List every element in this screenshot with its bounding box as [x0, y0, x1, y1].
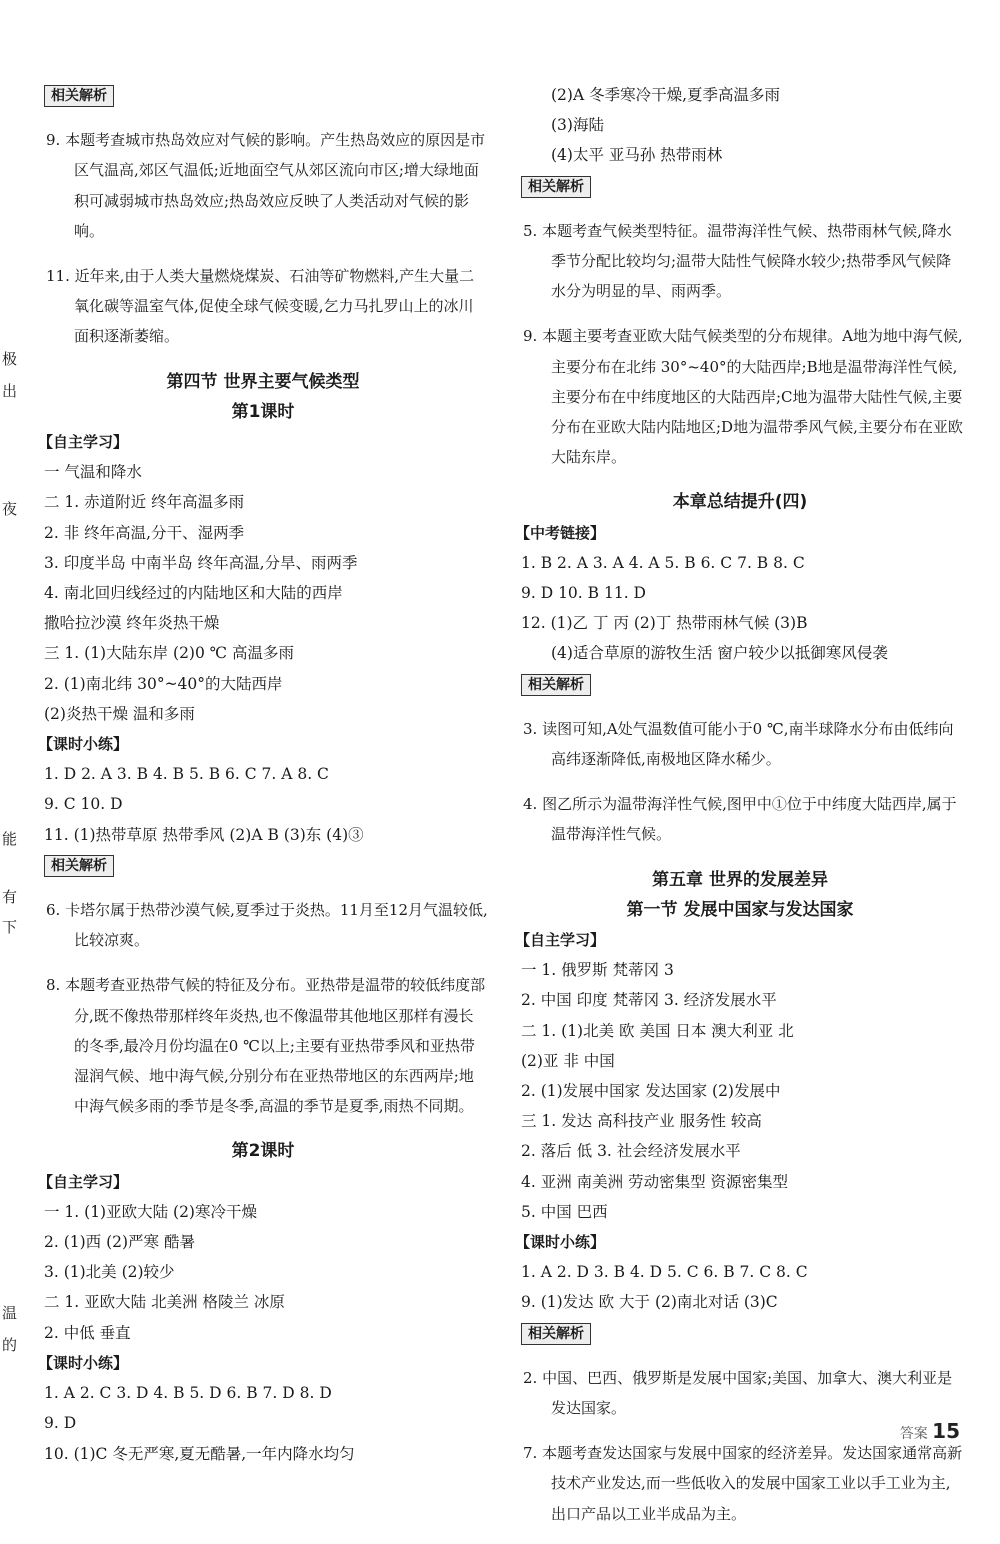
answer-line: 2. 中低 垂直 — [44, 1323, 131, 1342]
analysis-item: 3. 读图可知,A处气温数值可能小于0 ℃,南半球降水分布由低纬向高纬逐渐降低,南极地区降水稀少。 — [523, 719, 954, 769]
answer-line: (4)适合草原的游牧生活 窗户较少以抵御寒风侵袭 — [551, 644, 888, 663]
answer-line: 三 1. (1)大陆东岸 (2)0 ℃ 高温多雨 — [44, 644, 295, 663]
section-heading: 第一节 发展中国家与发达国家 — [626, 899, 854, 920]
answer-line: 1. A 2. C 3. D 4. B 5. D 6. B 7. D 8. D — [44, 1384, 332, 1403]
analysis-tag: 相关解析 — [521, 176, 591, 198]
analysis-item: 8. 本题考查亚热带气候的特征及分布。亚热带是温带的较低纬度部分,既不像热带那样终年炎热,也不像温带其他地区那样有漫长的冬季,最冷月份均温在0 ℃以上;主要有亚热带季风和亚热带湿润气候、地中海气候,分别分布在亚热带地区的东西两岸;地中海气候多雨的季节是冬季,高温的季节是夏季,雨热不同期。 — [46, 976, 486, 1116]
margin-char: 夜 — [2, 500, 18, 518]
subsection-label: 【课时小练】 — [38, 735, 129, 754]
binding-margin-fragments — [2, 0, 20, 1451]
answer-line: 1. A 2. D 3. B 4. D 5. C 6. B 7. C 8. C — [521, 1263, 808, 1282]
answer-line: (2)亚 非 中国 — [521, 1051, 615, 1070]
answer-line: 5. 中国 巴西 — [521, 1202, 608, 1221]
answer-line: 2. 非 终年高温,分干、湿两季 — [44, 523, 245, 542]
analysis-tag: 相关解析 — [44, 855, 114, 877]
answer-line: 2. 落后 低 3. 社会经济发展水平 — [521, 1142, 741, 1161]
analysis-item: 9. 本题考查城市热岛效应对气候的影响。产生热岛效应的原因是市区气温高,郊区气温低;近地面空气从郊区流向市区;增大绿地面积可减弱城市热岛效应;热岛效应反映了人类活动对气候的影响。 — [46, 131, 486, 240]
analysis-item: 7. 本题考查发达国家与发展中国家的经济差异。发达国家通常高新技术产业发达,而一些低收入的发展中国家工业以手工业为主,出口产品以工业半成品为主。 — [523, 1444, 963, 1523]
answer-line: 二 1. 赤道附近 终年高温多雨 — [44, 493, 245, 512]
analysis-item: 5. 本题考查气候类型特征。温带海洋性气候、热带雨林气候,降水季节分配比较均匀;温带大陆性气候降水较少;热带季风气候降水分为明显的旱、雨两季。 — [523, 221, 952, 301]
answer-line: 一 1. 俄罗斯 梵蒂冈 3 — [521, 961, 674, 980]
answer-line: (3)海陆 — [551, 116, 604, 135]
answer-line: 4. 亚洲 南美洲 劳动密集型 资源密集型 — [521, 1172, 788, 1191]
section-heading: 第四节 世界主要气候类型 — [166, 371, 360, 392]
answer-line: 3. (1)北美 (2)较少 — [44, 1263, 175, 1282]
answer-line: 9. D 10. B 11. D — [521, 584, 646, 603]
answer-line: 三 1. 发达 高科技产业 服务性 较高 — [521, 1112, 762, 1131]
answer-line: 3. 印度半岛 中南半岛 终年高温,分旱、雨两季 — [44, 553, 358, 572]
left-column — [38, 80, 488, 1469]
answer-line: 9. C 10. D — [44, 795, 123, 814]
answer-line: (4)太平 亚马孙 热带雨林 — [551, 146, 723, 165]
lesson-heading: 第2课时 — [231, 1141, 295, 1162]
answer-line: (2)A 冬季寒冷干燥,夏季高温多雨 — [551, 86, 781, 104]
analysis-item: 4. 图乙所示为温带海洋性气候,图甲中①位于中纬度大陆西岸,属于温带海洋性气候。 — [523, 795, 957, 844]
margin-char: 出 — [2, 382, 18, 400]
answer-line: 1. D 2. A 3. B 4. B 5. B 6. C 7. A 8. C — [44, 765, 329, 784]
right-column — [515, 80, 965, 1544]
answer-line: 二 1. (1)北美 欧 美国 日本 澳大利亚 北 — [521, 1021, 794, 1040]
answer-line: 4. 南北回归线经过的内陆地区和大陆的西岸 — [44, 584, 343, 603]
answer-line: 撒哈拉沙漠 终年炎热干燥 — [44, 614, 220, 633]
subsection-label: 【课时小练】 — [38, 1353, 129, 1372]
answer-line: 2. (1)西 (2)严寒 酷暑 — [44, 1233, 195, 1252]
subsection-label: 【自主学习】 — [38, 433, 129, 452]
answer-line: 二 1. 亚欧大陆 北美洲 格陵兰 冰原 — [44, 1293, 285, 1312]
page-number: 15 — [932, 1419, 960, 1443]
answer-line: 一 气温和降水 — [44, 463, 142, 482]
answer-line: 2. (1)南北纬 30°~40°的大陆西岸 — [44, 674, 283, 693]
chapter-heading: 第五章 世界的发展差异 — [652, 869, 828, 890]
analysis-tag: 相关解析 — [521, 674, 591, 696]
answer-line: 10. (1)C 冬无严寒,夏无酷暑,一年内降水均匀 — [44, 1444, 355, 1463]
answer-line: 12. (1)乙 丁 丙 (2)丁 热带雨林气候 (3)B — [521, 614, 808, 633]
margin-char: 温 — [2, 1304, 18, 1322]
margin-char: 的 — [2, 1336, 18, 1354]
answer-line: 9. D — [44, 1414, 77, 1433]
footer-label: 答案 — [899, 1426, 928, 1442]
answer-line: 11. (1)热带草原 热带季风 (2)A B (3)东 (4)③ — [44, 825, 364, 844]
margin-char: 极 — [2, 350, 18, 368]
page-footer — [900, 1419, 960, 1443]
analysis-tag: 相关解析 — [521, 1323, 591, 1345]
answer-line: 2. 中国 印度 梵蒂冈 3. 经济发展水平 — [521, 991, 777, 1010]
answer-line: 1. B 2. A 3. A 4. A 5. B 6. C 7. B 8. C — [521, 553, 805, 572]
lesson-heading: 第1课时 — [231, 401, 295, 422]
analysis-item: 9. 本题主要考查亚欧大陆气候类型的分布规律。A地为地中海气候,主要分布在北纬 30°~40°的大陆西岸;B地是温带海洋性气候,主要分布在中纬度地区的大陆西岸;C地为温带大陆性气候,主要分布在亚欧大陆内陆地区;D地为温带季风气候,主要分布在亚欧大陆东岸。 — [523, 327, 963, 467]
answer-line: (2)炎热干燥 温和多雨 — [44, 704, 195, 723]
answer-line: 9. (1)发达 欧 大于 (2)南北对话 (3)C — [521, 1293, 778, 1312]
analysis-tag: 相关解析 — [44, 85, 114, 107]
analysis-item: 2. 中国、巴西、俄罗斯是发展中国家;美国、加拿大、澳大利亚是发达国家。 — [523, 1368, 953, 1418]
analysis-item: 6. 卡塔尔属于热带沙漠气候,夏季过于炎热。11月至12月气温较低,比较凉爽。 — [46, 901, 488, 950]
subsection-label: 【中考链接】 — [515, 523, 606, 542]
answer-line: 2. (1)发展中国家 发达国家 (2)发展中 — [521, 1082, 781, 1101]
analysis-item: 11. 近年来,由于人类大量燃烧煤炭、石油等矿物燃料,产生大量二氧化碳等温室气体,促使全球气候变暖,乞力马扎罗山上的冰川面积逐渐萎缩。 — [46, 267, 475, 346]
margin-char: 能 — [2, 830, 18, 848]
margin-char: 下 — [2, 918, 18, 936]
subsection-label: 【自主学习】 — [515, 931, 606, 950]
margin-char: 有 — [2, 888, 18, 906]
subsection-label: 【课时小练】 — [515, 1233, 606, 1252]
answer-line: 一 1. (1)亚欧大陆 (2)寒冷干燥 — [44, 1202, 257, 1221]
subsection-label: 【自主学习】 — [38, 1172, 129, 1191]
chapter-summary-heading: 本章总结提升(四) — [672, 492, 808, 513]
